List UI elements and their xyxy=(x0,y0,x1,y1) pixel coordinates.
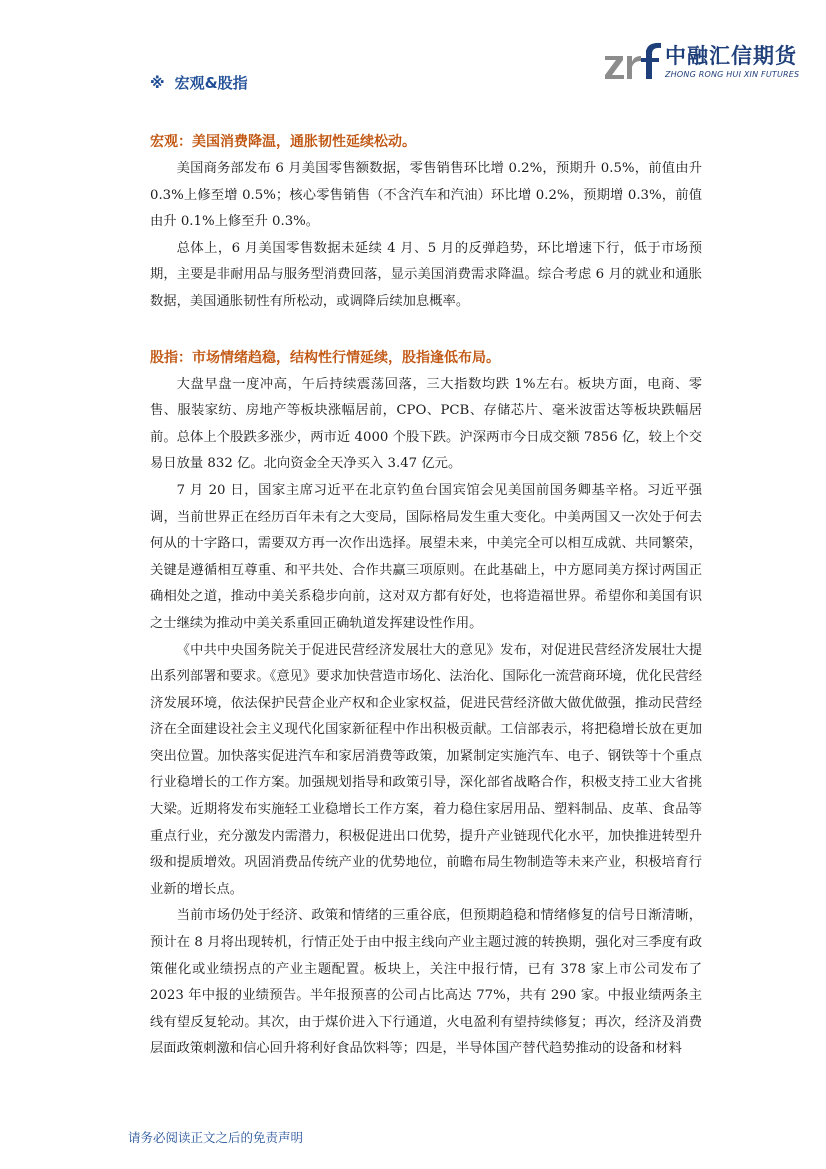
equity-paragraph: 大盘早盘一度冲高，午后持续震荡回落，三大指数均跌 1%左右。板块方面，电商、零售、服装家纺、房地产等板块涨幅居前，CPO、PCB、存储芯片、毫米波雷达等板块跌幅居前。总体上个股跌多涨少，两市近 4000 个股下跌。沪深两市今日成交额 7856 亿，较上个交易日放量 832 亿。北向资金全天净买入 3.47 亿元。 xyxy=(150,376,702,472)
reference-mark: ※ xyxy=(150,74,165,92)
logo-name-cn: 中融汇信期货 xyxy=(665,44,797,68)
equity-paragraph: 《中共中央国务院关于促进民营经济发展壮大的意见》发布，对促进民营经济发展壮大提出系列部署和要求。《意见》要求加快营造市场化、法治化、国际化一流营商环境，优化民营经济发展环境，依法保护民营企业产权和企业家权益，促进民营经济做大做优做强，推动民营经济在全面建设社会主义现代化国家新征程中作出积极贡献。工信部表示，将把稳增长放在更加突出位置。加快落实促进汽车和家居消费等政策，加紧制定实施汽车、电子、钢铁等十个重点行业稳增长的工作方案。加强规划指导和政策引导，深化部省战略合作，积极支持工业大省挑大梁。近期将发布实施轻工业稳增长工作方案，着力稳住家居用品、塑料制品、皮革、食品等重点行业，充分激发内需潜力，积极促进出口优势，提升产业链现代化水平，加快推进转型升级和提质增效。巩固消费品传统产业的优势地位，前瞻布局生物制造等未来产业，积极培育行业新的增长点。 xyxy=(150,642,702,897)
report-body xyxy=(150,130,702,1063)
section-title xyxy=(150,72,248,93)
section-spacer xyxy=(150,316,702,346)
macro-paragraph: 美国商务部发布 6 月美国零售额数据，零售销售环比增 0.2%，预期升 0.5%，前值由升 0.3%上修至增 0.5%；核心零售销售（不含汽车和汽油）环比增 0.2%，预期增 0.3%，前值由升 0.1%上修至升 0.3%。 xyxy=(150,161,702,230)
section-title-text: 宏观&股指 xyxy=(174,74,248,92)
equity-paragraph: 7 月 20 日，国家主席习近平在北京钓鱼台国宾馆会见美国前国务卿基辛格。习近平强调，当前世界正在经历百年未有之大变局，国际格局发生重大变化。中美两国又一次处于何去何从的十字路口，需要双方再一次作出选择。展望未来，中美完全可以相互成就、共同繁荣，关键是遵循相互尊重、和平共处、合作共赢三项原则。在此基础上，中方愿同美方探讨两国正确相处之道，推动中美关系稳步向前，这对双方都有好处，也将造福世界。希望你和美国有识之士继续为推动中美关系重回正确轨道发挥建设性作用。 xyxy=(150,482,702,631)
disclaimer-footer: 请务必阅读正文之后的免责声明 xyxy=(128,1130,304,1145)
equity-paragraph: 当前市场仍处于经济、政策和情绪的三重谷底，但预期趋稳和情绪修复的信号日渐清晰，预计在 8 月将出现转机，行情正处于由中报主线向产业主题过渡的转换期，强化对三季度有政策催化或业绩拐点的产业主题配置。板块上，关注中报行情，已有 378 家上市公司发布了 2023 年中报的业绩预告。半年报预喜的公司占比高达 77%，共有 290 家。中报业绩两条主线有望反复轮动。其次，由于煤价进入下行通道，火电盈利有望持续修复；再次，经济及消费层面政策刺激和信心回升将利好食品饮料等；四是，半导体国产替代趋势推动的设备和材料 xyxy=(150,908,702,1057)
company-logo xyxy=(603,40,803,84)
equity-heading: 股指：市场情绪趋稳，结构性行情延续，股指逢低布局。 xyxy=(150,349,500,366)
zrf-logo-mark-icon xyxy=(603,40,663,84)
logo-name-en: ZHONG RONG HUI XIN FUTURES xyxy=(665,70,800,79)
macro-heading: 宏观：美国消费降温，通胀韧性延续松动。 xyxy=(150,134,416,150)
macro-paragraph: 总体上，6 月美国零售数据未延续 4 月、5 月的反弹趋势，环比增速下行，低于市场预期，主要是非耐用品与服务型消费回落，显示美国消费需求降温。综合考虑 6 月的就业和通胀数据，美国通胀韧性有所松动，或调降后续加息概率。 xyxy=(150,240,702,309)
